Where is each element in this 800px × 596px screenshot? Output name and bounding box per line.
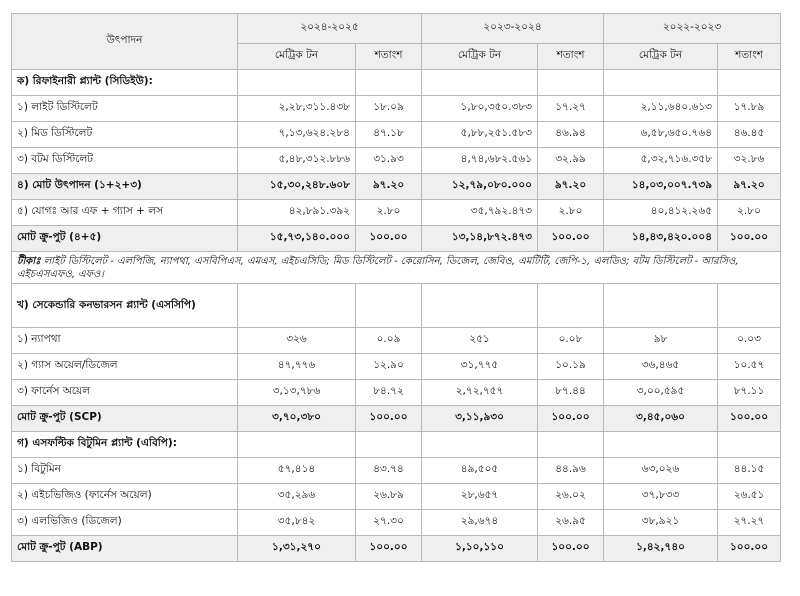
cell-value: ৩১,৭৭৫ (422, 354, 538, 380)
row-label: ৩) বটম ডিস্টিলেট (12, 148, 238, 174)
period-header: ২০২২-২০২৩ (604, 14, 781, 44)
cell-value: ৫,৩২,৭১৬.৩৫৮ (604, 148, 718, 174)
section-title: ক) রিফাইনারী প্ল্যান্ট (সিডিইউ): (12, 70, 238, 96)
cell-value: ১৪,০৩,০০৭.৭৩৯ (604, 174, 718, 200)
cell-percent: ১০০.০০ (538, 536, 604, 562)
cell-percent: ৪৭.১৮ (356, 122, 422, 148)
product-header: উৎপাদন (12, 14, 238, 70)
cell-percent: ১০০.০০ (718, 536, 781, 562)
cell-percent: ২৬.০২ (538, 484, 604, 510)
section-title-row (12, 432, 781, 458)
cell-value: ৫৭,৪১৪ (238, 458, 356, 484)
footnote (12, 252, 781, 284)
period-header: ২০২৩-২০২৪ (422, 14, 604, 44)
table-row-total (12, 406, 781, 432)
cell-percent: ৪৬.৯৪ (538, 122, 604, 148)
table-row-total (12, 226, 781, 252)
cell-value: ২,১১,৬৪০.৬১৩ (604, 96, 718, 122)
cell-percent: ৮৪.৭২ (356, 380, 422, 406)
cell-percent: ০.০৮ (538, 328, 604, 354)
cell-value: ৪,৭৪,৬৮২.৫৬১ (422, 148, 538, 174)
unit-pct-header: শতাংশ (538, 44, 604, 70)
table-row-subtotal (12, 174, 781, 200)
cell-value: ১৫,৭৩,১৪০.০০০ (238, 226, 356, 252)
row-label: মোট ক্রু-পুট (৪+৫) (12, 226, 238, 252)
cell-value: ৪৭,৭৭৬ (238, 354, 356, 380)
cell-percent: ২৬.৫১ (718, 484, 781, 510)
cell-value: ৫,৮৮,২৫১.৫৮৩ (422, 122, 538, 148)
production-table (11, 13, 781, 562)
cell-value: ১,৮০,৩৫০.৩৮৩ (422, 96, 538, 122)
cell-value: ২৯,৬৭৪ (422, 510, 538, 536)
cell-value: ৯৮ (604, 328, 718, 354)
row-label: ৩) এলভিজিও (ডিজেল) (12, 510, 238, 536)
section-title: গ) এসফল্টিক বিটুমিন প্ল্যান্ট (এবিপি): (12, 432, 238, 458)
cell-value: ১,৪২,৭৪০ (604, 536, 718, 562)
cell-percent: ১৮.০৯ (356, 96, 422, 122)
cell-value: ১৪,৪৩,৪২০.০০৪ (604, 226, 718, 252)
row-label: ২) এইচভিজিও (ফার্নেস অয়েল) (12, 484, 238, 510)
row-label: ২) গ্যাস অয়েল/ডিজেল (12, 354, 238, 380)
cell-value: ১২,৭৯,০৮০.০০০ (422, 174, 538, 200)
cell-percent: ১০০.০০ (538, 226, 604, 252)
cell-percent: ০.০৯ (356, 328, 422, 354)
cell-value: ৩২৬ (238, 328, 356, 354)
cell-percent: ২৭.৩০ (356, 510, 422, 536)
cell-value: ৩৫,৮৪২ (238, 510, 356, 536)
cell-value: ৩৬,৪৬৫ (604, 354, 718, 380)
cell-percent: ১৭.২৭ (538, 96, 604, 122)
cell-value: ৭,১৩,৬২৪.২৮৪ (238, 122, 356, 148)
cell-percent: ২.৮০ (356, 200, 422, 226)
table-row (12, 458, 781, 484)
cell-percent: ০.০৩ (718, 328, 781, 354)
row-label: ৩) ফার্নেস অয়েল (12, 380, 238, 406)
row-label: ৫) যোগঃ আর এফ + গ্যাস + লস (12, 200, 238, 226)
cell-value: ৩,০০,৫৯৫ (604, 380, 718, 406)
cell-percent: ৯৭.২০ (538, 174, 604, 200)
footnote-label: টীকাঃ (17, 255, 41, 267)
cell-value: ৪৯,৫০৫ (422, 458, 538, 484)
unit-mt-header: মেট্রিক টন (238, 44, 356, 70)
row-label: ২) মিড ডিস্টিলেট (12, 122, 238, 148)
table-row (12, 200, 781, 226)
footnote-text: লাইট ডিস্টিলেট - এলপিজি, ন্যাপথা, এসবিপিএস, এমএস, এইচএসিডি; মিড ডিস্টিলেট - কেরোসিন, ডিজেল, জেবিও, এমটিটি, জেপি-১, এলডিও; বটম ডিস্টিলেট - আরসিও, এইচএসএফও, এফও। (17, 255, 739, 280)
cell-percent: ১০.৫৭ (718, 354, 781, 380)
cell-percent: ২৭.২৭ (718, 510, 781, 536)
cell-percent: ৩২.৯৯ (538, 148, 604, 174)
section-title: খ) সেকেন্ডারি কনভারসন প্ল্যান্ট (এসসিপি) (12, 284, 238, 328)
cell-percent: ২৬.৯৫ (538, 510, 604, 536)
cell-value: ৩৫,৭৯২.৪৭৩ (422, 200, 538, 226)
cell-value: ৩,৭০,৩৮০ (238, 406, 356, 432)
table-row (12, 380, 781, 406)
cell-percent: ২.৮০ (718, 200, 781, 226)
cell-percent: ৩২.৮৬ (718, 148, 781, 174)
unit-pct-header: শতাংশ (356, 44, 422, 70)
cell-value: ৬,৫৮,৬৫০.৭৬৪ (604, 122, 718, 148)
table-row (12, 510, 781, 536)
cell-percent: ৯৭.২০ (356, 174, 422, 200)
cell-percent: ১০০.০০ (718, 226, 781, 252)
cell-value: ১৩,১৪,৮৭২.৪৭৩ (422, 226, 538, 252)
table-row (12, 122, 781, 148)
table-row (12, 484, 781, 510)
cell-percent: ১০০.০০ (718, 406, 781, 432)
cell-value: ২৫১ (422, 328, 538, 354)
unit-mt-header: মেট্রিক টন (422, 44, 538, 70)
table-row-total (12, 536, 781, 562)
cell-value: ৩৮,৯২১ (604, 510, 718, 536)
row-label: মোট ক্রু-পুট (ABP) (12, 536, 238, 562)
row-label: ১) লাইট ডিস্টিলেট (12, 96, 238, 122)
period-header: ২০২৪-২০২৫ (238, 14, 422, 44)
row-label: ১) ন্যাপথা (12, 328, 238, 354)
note-row (12, 252, 781, 284)
cell-value: ৩,৪৫,০৬০ (604, 406, 718, 432)
cell-value: ২,২৮,৩১১.৪৩৮ (238, 96, 356, 122)
table-row (12, 328, 781, 354)
cell-value: ৩৫,২৯৬ (238, 484, 356, 510)
cell-value: ৩৭,৮৩৩ (604, 484, 718, 510)
cell-value: ৩,১৩,৭৮৬ (238, 380, 356, 406)
unit-pct-header: শতাংশ (718, 44, 781, 70)
cell-value: ৪০,৪১২.২৬৫ (604, 200, 718, 226)
cell-value: ৫,৪৮,৩১২.৮৮৬ (238, 148, 356, 174)
cell-percent: ১০০.০০ (538, 406, 604, 432)
cell-percent: ১৭.৮৯ (718, 96, 781, 122)
cell-value: ৩,১১,৯৩০ (422, 406, 538, 432)
cell-value: ৬৩,০২৬ (604, 458, 718, 484)
table-row (12, 148, 781, 174)
section-title-row (12, 70, 781, 96)
cell-value: ৪২,৮৯১.৩৯২ (238, 200, 356, 226)
row-label: মোট ক্রু-পুট (SCP) (12, 406, 238, 432)
table-row (12, 96, 781, 122)
cell-value: ১৫,৩০,২৪৮.৬০৮ (238, 174, 356, 200)
cell-value: ১,১০,১১০ (422, 536, 538, 562)
unit-mt-header: মেট্রিক টন (604, 44, 718, 70)
cell-value: ২,৭২,৭৫৭ (422, 380, 538, 406)
cell-percent: ৪৪.১৫ (718, 458, 781, 484)
cell-percent: ৮৭.১১ (718, 380, 781, 406)
cell-percent: ৮৭.৪৪ (538, 380, 604, 406)
cell-percent: ১০০.০০ (356, 226, 422, 252)
cell-value: ২৮,৬৫৭ (422, 484, 538, 510)
cell-percent: ৯৭.২০ (718, 174, 781, 200)
cell-percent: ১০০.০০ (356, 406, 422, 432)
cell-percent: ১০০.০০ (356, 536, 422, 562)
header-row-periods (12, 14, 781, 44)
row-label: ৪) মোট উৎপাদন (১+২+৩) (12, 174, 238, 200)
cell-percent: ৪৪.৯৬ (538, 458, 604, 484)
row-label: ১) বিটুমিন (12, 458, 238, 484)
cell-percent: ২.৮০ (538, 200, 604, 226)
cell-percent: ১০.১৯ (538, 354, 604, 380)
cell-value: ১,৩১,২৭০ (238, 536, 356, 562)
cell-percent: ৩১.৯৩ (356, 148, 422, 174)
cell-percent: ১২.৯০ (356, 354, 422, 380)
table-row (12, 354, 781, 380)
cell-percent: ৪৩.৭৪ (356, 458, 422, 484)
section-title-row (12, 284, 781, 328)
cell-percent: ২৬.৮৯ (356, 484, 422, 510)
cell-percent: ৪৬.৪৫ (718, 122, 781, 148)
